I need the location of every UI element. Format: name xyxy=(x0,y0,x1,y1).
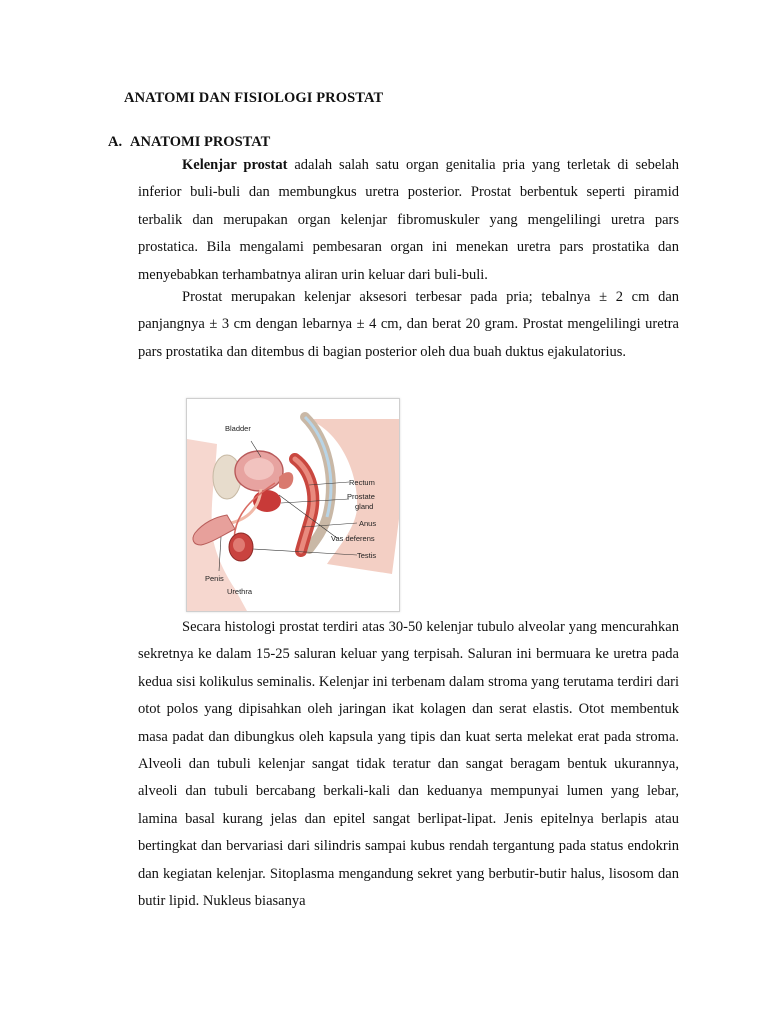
section-title: ANATOMI PROSTAT xyxy=(130,134,271,150)
label-urethra: Urethra xyxy=(227,587,253,596)
label-testis: Testis xyxy=(357,551,377,560)
label-rectum: Rectum xyxy=(349,478,375,487)
label-prostate-line1: Prostate xyxy=(347,492,375,501)
paragraph-1 xyxy=(138,152,679,289)
paragraph-2: Prostat merupakan kelenjar aksesori terbesar pada pria; tebalnya ± 2 cm dan panjangnya ± 3 cm dengan lebarnya ± 4 cm, dan berat 20 gram. Prostat mengelilingi uretra pars prostatika dan ditembus di bagian posterior oleh dua buah duktus ejakulatorius. xyxy=(138,289,679,360)
label-anus: Anus xyxy=(359,519,377,528)
paragraph-3: Secara histologi prostat terdiri atas 30-50 kelenjar tubulo alveolar yang mencurahkan sekretnya ke dalam 15-25 saluran keluar yang terpisah. Saluran ini bermuara ke uretra pada kedua sisi kolikulus seminalis. Kelenjar ini terbenam dalam stroma yang terutama terdiri dari otot polos yang dipisahkan oleh jaringan ikat kolagen dan serat elastis. Otot membentuk masa padat dan dibungkus oleh kapsula yang tipis dan kuat serta melekat erat pada stroma. Alveoli dan tubuli kelenjar sangat tidak teratur dan sangat beragam bentuk ukurannya, alveoli dan tubuli bercabang berkali-kali dan keduanya mempunyai lumen yang lebar, lamina basal kurang jelas dan epitel sangat berlipat-lipat. Jenis epitelnya berlapis atau bertingkat dan bervariasi dari silindris sampai kubus rendah tergantung pada status endokrin dan kegiatan kelenjar. Sitoplasma mengandung sekret yang berbutir-butir halus, lisosom dan butir lipid. Nukleus biasanya xyxy=(138,619,679,910)
label-prostate-line2: gland xyxy=(355,502,374,511)
label-bladder: Bladder xyxy=(225,424,251,433)
label-vas-deferens: Vas deferens xyxy=(331,534,375,543)
paragraph-1-text: adalah salah satu organ genitalia pria yang terletak di sebelah inferior buli-buli dan membungkus uretra posterior. Prostat berbentuk seperti piramid terbalik dan merupakan organ kelenjar fibromuskuler yang mengelilingi uretra pars prostatica. Bila mengalami pembesaran organ ini menekan uretra pars prostatika dan menyebabkan terhambatnya aliran urin keluar dari buli-buli. xyxy=(138,157,679,283)
prostate-anatomy-figure xyxy=(186,398,400,612)
paragraph-1-lead-term: Kelenjar prostat xyxy=(182,157,288,173)
section-heading xyxy=(108,134,270,151)
testis-inner-shape xyxy=(233,538,245,552)
section-letter: A. xyxy=(108,134,123,150)
anatomy-illustration xyxy=(187,399,399,611)
bladder-inner-shape xyxy=(244,458,274,480)
label-penis: Penis xyxy=(205,574,224,583)
document-title: ANATOMI DAN FISIOLOGI PROSTAT xyxy=(124,90,384,106)
